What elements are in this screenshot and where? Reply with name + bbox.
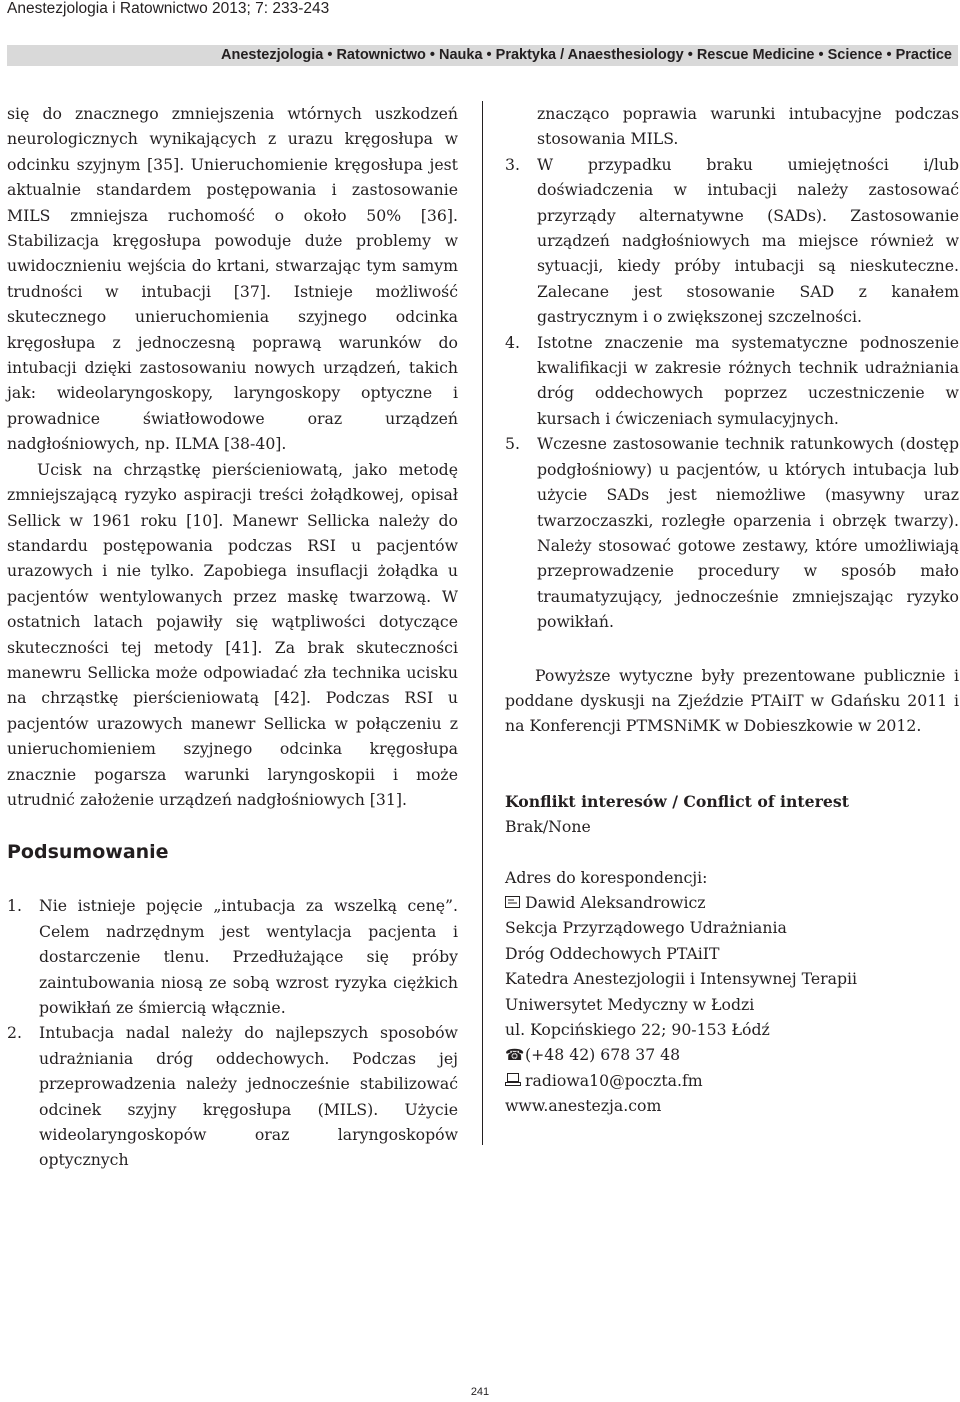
conflict-heading: Konflikt interesów / Conflict of interest	[505, 791, 849, 811]
journal-banner: Anestezjologia • Ratownictwo • Nauka • Praktyka / Anaesthesiology • Rescue Medicine • Science • Practice	[7, 45, 958, 66]
list-item-text: Nie istnieje pojęcie „intubacja za wszelką cenę”. Celem nadrzędnym jest wentylacja pacjenta i dostarczenie tlenu. Przedłużające się próby zaintubowania niosą ze sobą wzrost ryzyka ciężkich powikłań ze śmiercią włącznie.	[39, 896, 458, 1017]
list-item	[505, 330, 959, 432]
conflict-value: Brak/None	[505, 817, 591, 837]
list-number: 5.	[505, 434, 520, 454]
address-line: ul. Kopcińskiego 22; 90-153 Łódź	[505, 1020, 770, 1039]
list-item	[505, 431, 959, 634]
list-item-text: Wczesne zastosowanie technik ratunkowych (dostęp podgłośniowy) u pacjentów, u których intubacja lub użycie SADs jest niemożliwe (masywny uraz twarzoczaszki, rozległe oparzenia i obrzęk twarzy). Należy stosować gotowe zestawy, które umożliwiają przeprowadzenie procedury w sposób mało traumatyzujący, jednocześnie zmniejszając ryzyko powikłań.	[537, 434, 959, 632]
list-item-text: Istotne znaczenie ma systematyczne podnoszenie kwalifikacji w zakresie różnych technik udrażniania dróg oddechowych poprzez uczestniczenie w kursach i ćwiczeniach symulacyjnych.	[537, 332, 959, 428]
telephone-icon: ☎	[505, 1045, 525, 1065]
summary-list-continued	[505, 101, 959, 635]
list-item-continuation	[505, 101, 959, 152]
left-column	[7, 101, 458, 1173]
section-title: Podsumowanie	[7, 841, 169, 864]
email-link[interactable]: radiowa10@poczta.fm	[525, 1070, 703, 1090]
page-number: 241	[470, 1386, 490, 1398]
right-column	[505, 101, 959, 1119]
contact-name: Dawid Aleksandrowicz	[525, 892, 706, 912]
body-paragraph: Ucisk na chrząstkę pierścieniowatą, jako metodę zmniejszającą ryzyko aspiracji treści żołądkowej, opisał Sellick w 1961 roku [10]. Manewr Sellicka należy do standardu postępowania podczas RSI u pacjentów urazowych i nie tylko. Zapobiega insuflacji żołądka u pacjentów wentylowanych przez maskę twarzową. W ostatnich latach pojawiły się wątpliwości dotyczące skuteczności tej metody [41]. Za brak skuteczności manewru Sellicka może odpowiadać zła technika ucisku na chrząstkę pierścieniowatą [42]. Podczas RSI u pacjentów urazowych manewr Sellicka w połączeniu z unieruchomieniem szyjnego odcinka kręgosłupa znacznie pogarsza warunki laryngoskopii i może utrudnić założenie urządzeń nadgłośniowych [31].	[7, 459, 458, 809]
summary-list	[7, 893, 458, 1172]
computer-icon	[505, 1068, 525, 1093]
address-line: Dróg Oddechowych PTAiIT	[505, 943, 720, 963]
running-head: Anestezjologia i Ratownictwo 2013; 7: 233-243	[7, 0, 330, 17]
address-label: Adres do korespondencji:	[505, 867, 708, 887]
list-item-text: Intubacja nadal należy do najlepszych sposobów udrażniania dróg oddechowych. Podczas jej przeprowadzenia należy jednocześnie stabilizować odcinek szyjny kręgosłupa (MILS). Użycie wideolaryngoskopów oraz laryngoskopów optycznych	[39, 1023, 458, 1170]
list-item-text: W przypadku braku umiejętności i/lub doświadczenia w intubacji należy zastosować przyrządy alternatywne (SADs). Zastosowanie urządzeń nadgłośniowych ma miejsce również w sytuacji, kiedy próby intubacji są nieskuteczne. Zalecane jest stosowanie SAD z kanałem gastrycznym i o zwiększonej szczelności.	[537, 154, 959, 327]
list-number: 3.	[505, 154, 520, 174]
list-item	[7, 1020, 458, 1172]
list-number: 1.	[7, 896, 22, 916]
address-line: Uniwersytet Medyczny w Łodzi	[505, 994, 755, 1014]
list-item	[7, 893, 458, 1020]
address-name-line	[505, 890, 959, 915]
list-number: 4.	[505, 332, 520, 352]
website-link[interactable]: www.anestezja.com	[505, 1096, 662, 1116]
phone-line	[505, 1042, 959, 1067]
list-item	[505, 152, 959, 330]
phone-number: (+48 42) 678 37 48	[525, 1045, 681, 1065]
address-line: Katedra Anestezjologii i Intensywnej Terapii	[505, 969, 858, 989]
column-divider	[482, 101, 483, 1145]
address-line: Sekcja Przyrządowego Udrażniania	[505, 918, 787, 938]
email-line	[505, 1068, 959, 1093]
body-paragraph: się do znacznego zmniejszenia wtórnych uszkodzeń neurologicznych wynikających z urazu kręgosłupa w odcinku szyjnym [35]. Unieruchomienie kręgosłupa jest aktualnie standardem postępowania i zastosowanie MILS zmniejsza ruchomość o około 50% [36]. Stabilizacja kręgosłupa powoduje duże problemy w uwidocznieniu wejścia do krtani, stwarzając tym samym trudności w intubacji [37]. Istnieje możliwość skutecznego unieruchomienia szyjnego odcinka kręgosłupa z jednoczesną poprawą warunków do intubacji dzięki zastosowaniu nowych urządzeń, takich jak: wideolaryngoskopy, laryngoskopy optyczne i prowadnice światłowodowe oraz urządzeń nadgłośniowych, np. ILMA [38-40].	[7, 104, 458, 454]
list-number: 2.	[7, 1023, 22, 1043]
list-item-text: znacząco poprawia warunki intubacyjne podczas stosowania MILS.	[537, 104, 959, 149]
closing-paragraph: Powyższe wytyczne były prezentowane publicznie i poddane dyskusji na Zjeździe PTAiIT w Gdańsku 2011 i na Konferencji PTMSNiMK w Dobieszkowie w 2012.	[505, 665, 959, 736]
envelope-icon	[505, 890, 525, 915]
correspondence-address	[505, 865, 959, 1119]
